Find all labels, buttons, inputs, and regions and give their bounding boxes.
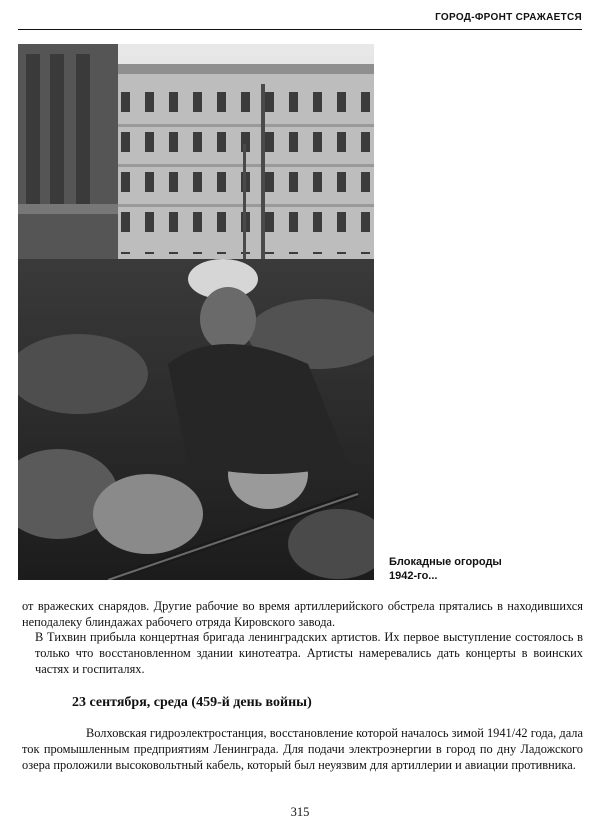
figure-caption bbox=[389, 555, 579, 583]
paragraph-3: Волховская гидроэлектростанция, восстановление которой началось зимой 1941/42 года, дала ток промышленным предприятиям Ленинграда. Для подачи электроэнергии в город по дну Ладожского озера проложили высоковольтный кабель, который был неуязвим для артиллерии и авиации противника. bbox=[22, 726, 583, 772]
caption-line-2: 1942-го... bbox=[389, 570, 438, 582]
paragraph-1: от вражеских снарядов. Другие рабочие во время артиллерийского обстрела прятались в находившихся неподалеку блиндажах рабочего отряда Кировского завода. bbox=[22, 599, 583, 629]
running-header: ГОРОД-ФРОНТ СРАЖАЕТСЯ bbox=[435, 12, 582, 23]
paragraph-2: В Тихвин прибыла концертная бригада ленинградских артистов. Их первое выступление состоялось в только что восстановленном здании кинотеатра. Артисты намеревались дать концерты в воинских частях и госпиталях. bbox=[35, 630, 583, 676]
caption-line-1: Блокадные огороды bbox=[389, 556, 502, 568]
section-heading: 23 сентября, среда (459-й день войны) bbox=[72, 695, 312, 710]
page-number: 315 bbox=[290, 805, 310, 819]
photograph bbox=[18, 44, 374, 580]
header-rule bbox=[18, 29, 582, 30]
